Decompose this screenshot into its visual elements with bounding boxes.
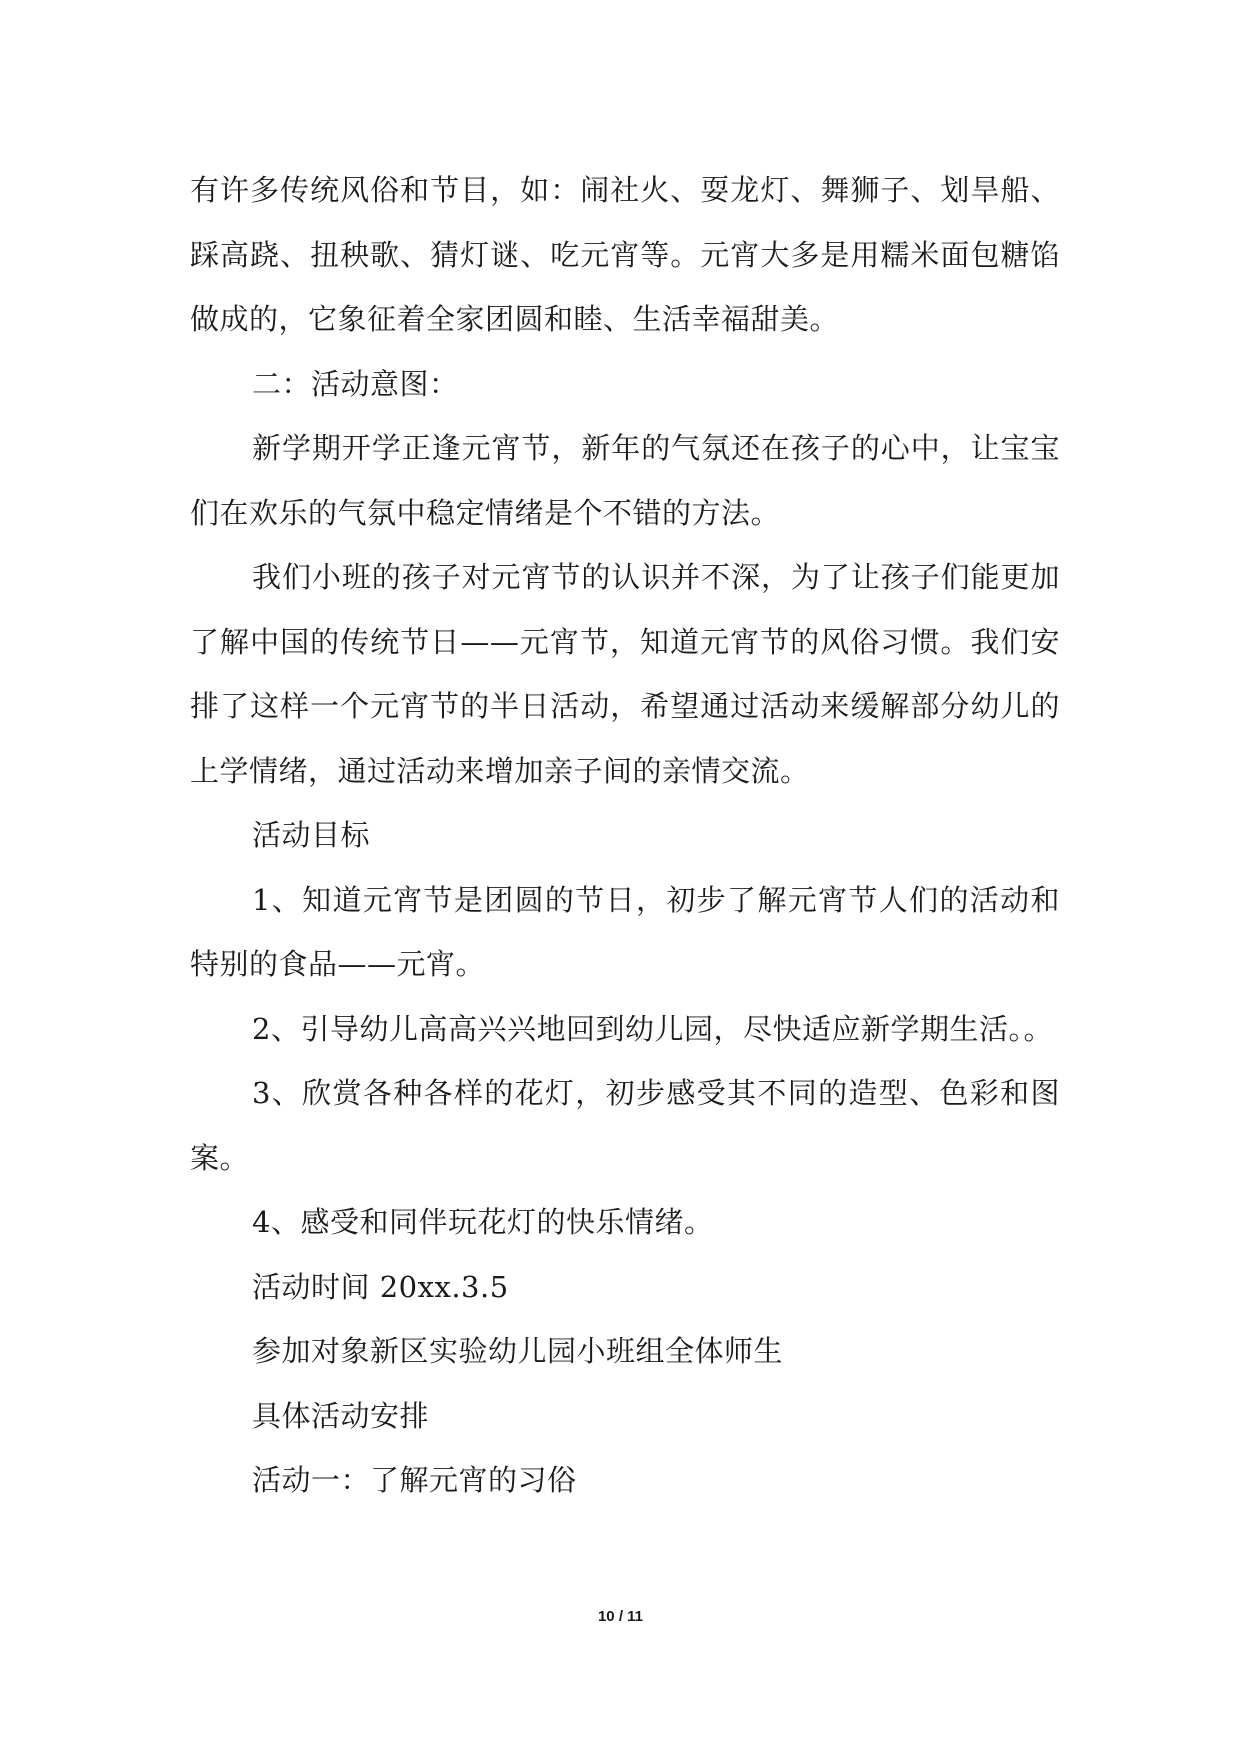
goal-item-1: 1、知道元宵节是团圆的节日，初步了解元宵节人们的活动和特别的食品——元宵。 (190, 882, 1060, 981)
goal-item-2: 2、引导幼儿高高兴兴地回到幼儿园，尽快适应新学期生活。。 (252, 1011, 1053, 1046)
goal-item-3: 3、欣赏各种各样的花灯，初步感受其不同的造型、色彩和图案。 (190, 1076, 1060, 1175)
heading-activity-goals: 活动目标 (252, 818, 371, 852)
activity-one-title: 活动一：了解元宵的习俗 (252, 1463, 577, 1497)
page-number: 10 / 11 (597, 1608, 644, 1625)
activity-time: 活动时间 20xx.3.5 (252, 1269, 509, 1304)
paragraph-intent-2: 我们小班的孩子对元宵节的认识并不深，为了让孩子们能更加了解中国的传统节日——元宵节，知道元宵节的风俗习惯。我们安排了这样一个元宵节的半日活动，希望通过活动来缓解部分幼儿的上学情绪，通过活动来增加亲子间的亲情交流。 (190, 560, 1060, 788)
document-body (190, 158, 1060, 1513)
heading-activity-arrangement: 具体活动安排 (252, 1398, 430, 1433)
participants: 参加对象新区实验幼儿园小班组全体师生 (252, 1334, 784, 1368)
goal-item-4: 4、感受和同伴玩花灯的快乐情绪。 (252, 1205, 714, 1239)
paragraph-customs: 有许多传统风俗和节目，如：闹社火、耍龙灯、舞狮子、划旱船、踩高跷、扭秧歌、猜灯谜、吃元宵等。元宵大多是用糯米面包糖馅做成的，它象征着全家团圆和睦、生活幸福甜美。 (190, 173, 1060, 336)
heading-activity-intent: 二：活动意图： (252, 366, 459, 401)
paragraph-intent-1: 新学期开学正逢元宵节，新年的气氛还在孩子的心中，让宝宝们在欢乐的气氛中稳定情绪是个不错的方法。 (190, 431, 1060, 530)
